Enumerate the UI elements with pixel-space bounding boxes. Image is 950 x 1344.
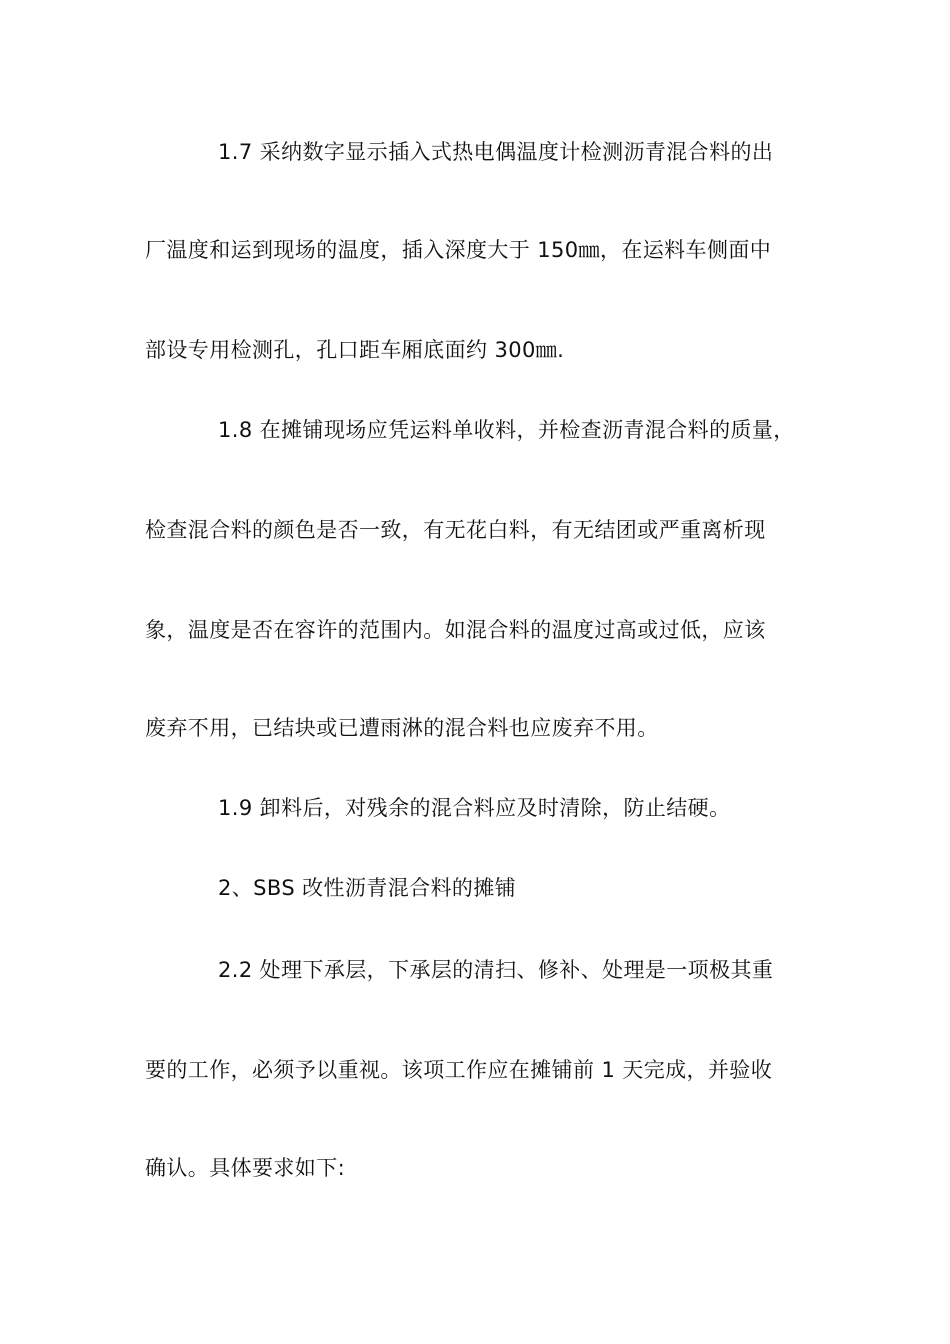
paragraph-1-7-line-2: 厂温度和运到现场的温度，插入深度大于 150㎜，在运料车侧面中 bbox=[145, 238, 772, 262]
section-heading-2: 2、SBS 改性沥青混合料的摊铺 bbox=[218, 876, 517, 900]
paragraph-1-7-line-1: 1.7 采纳数字显示插入式热电偶温度计检测沥青混合料的出 bbox=[218, 140, 774, 164]
paragraph-2-2-line-1: 2.2 处理下承层，下承层的清扫、修补、处理是一项极其重 bbox=[218, 958, 774, 982]
paragraph-1-8-line-1: 1.8 在摊铺现场应凭运料单收料，并检查沥青混合料的质量， bbox=[218, 418, 795, 442]
paragraph-1-8-line-3: 象，温度是否在容许的范围内。如混合料的温度过高或过低，应该 bbox=[145, 618, 766, 642]
paragraph-2-2-line-3: 确认。具体要求如下: bbox=[145, 1156, 346, 1180]
paragraph-1-9: 1.9 卸料后，对残余的混合料应及时清除，防止结硬。 bbox=[218, 796, 731, 820]
paragraph-1-8-line-4: 废弃不用，已结块或已遭雨淋的混合料也应废弃不用。 bbox=[145, 716, 659, 740]
paragraph-2-2-line-2: 要的工作，必须予以重视。该项工作应在摊铺前 1 天完成，并验收 bbox=[145, 1058, 773, 1082]
paragraph-1-8-line-2: 检查混合料的颜色是否一致，有无花白料，有无结团或严重离析现 bbox=[145, 518, 766, 542]
paragraph-1-7-line-3: 部设专用检测孔，孔口距车厢底面约 300㎜. bbox=[145, 338, 565, 362]
